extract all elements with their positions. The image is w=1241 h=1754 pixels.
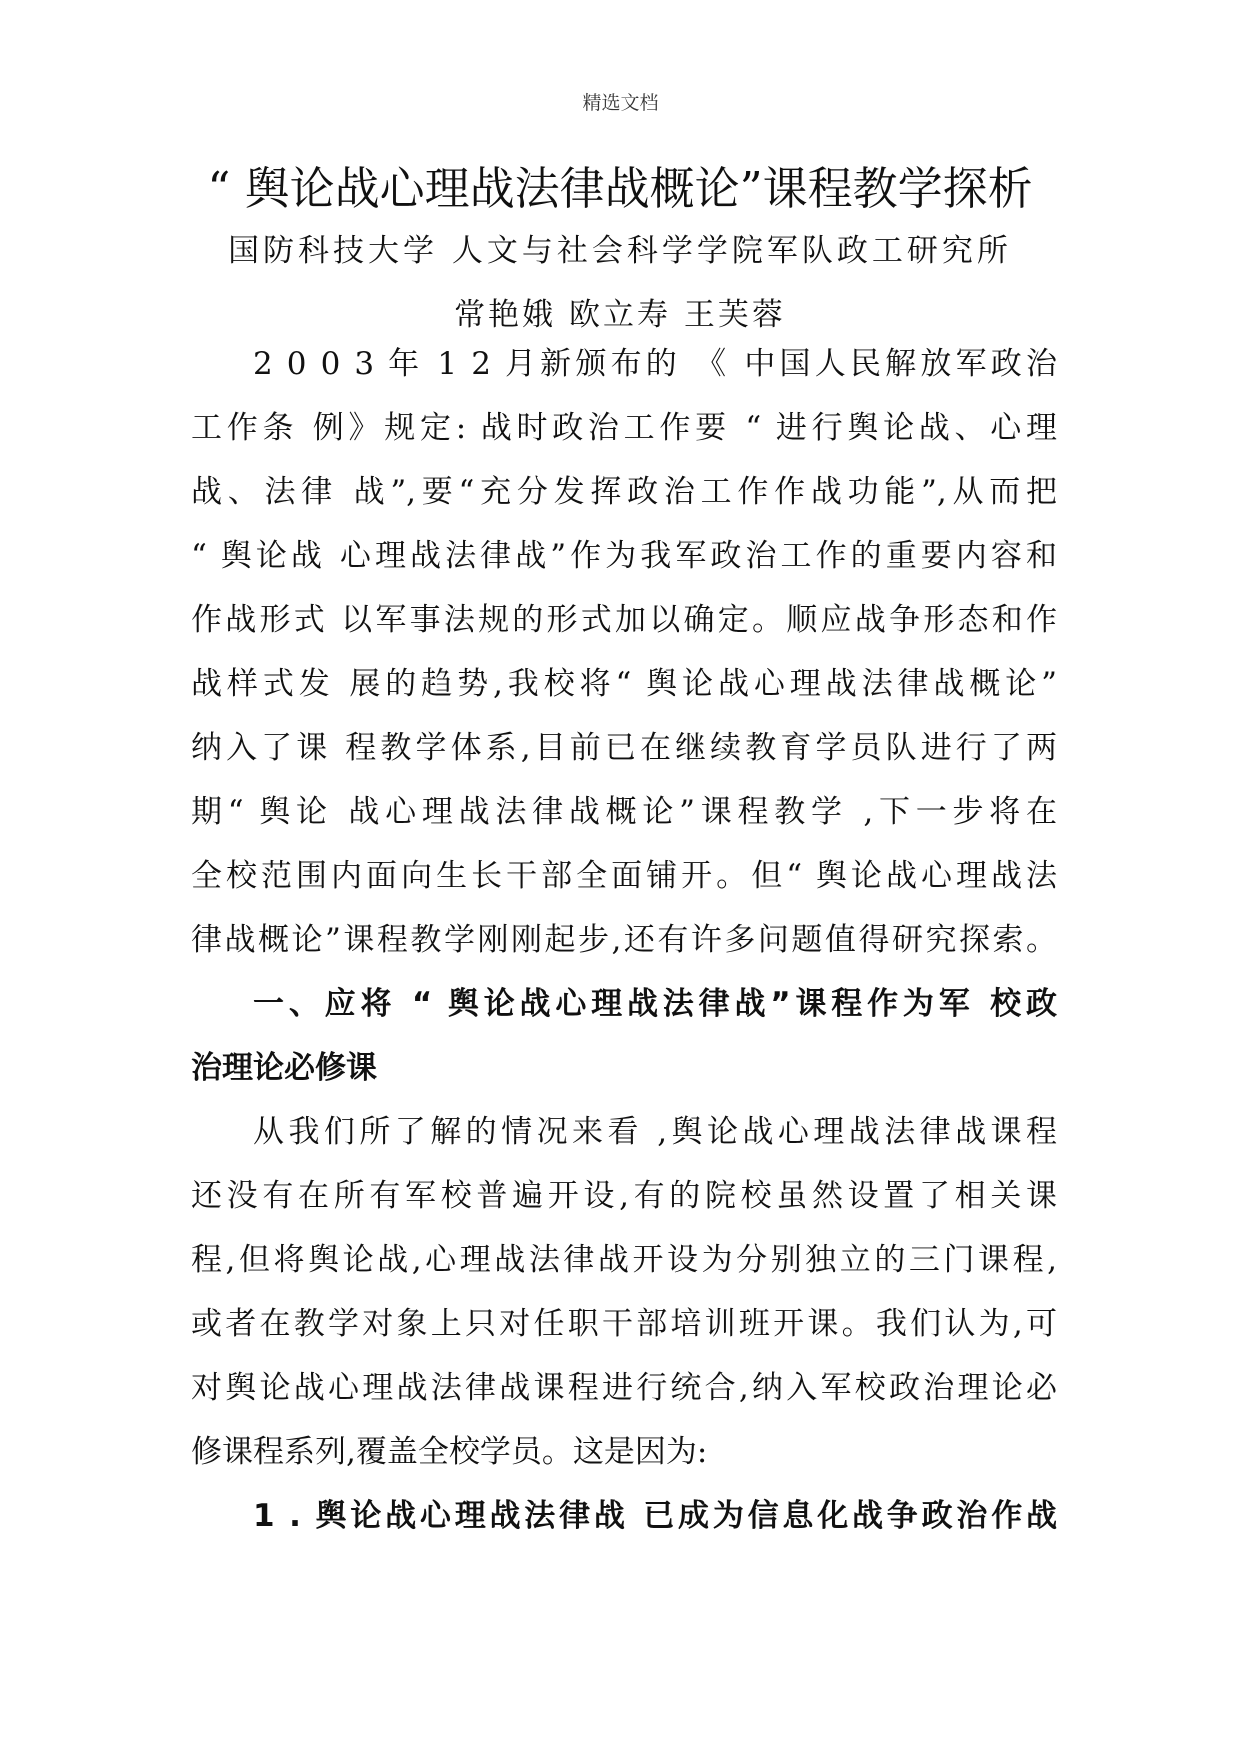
text-line: 还没有在所有军校普遍开设,有的院校虽然设置了相关课	[191, 1178, 1057, 1214]
text-line: 修课程系列,覆盖全校学员。这是因为:	[191, 1434, 708, 1470]
heading-line: 一、应将 “ 舆论战心理战法律战”课程作为军 校政	[253, 986, 1057, 1022]
text-line: 对舆论战心理战法律战课程进行统合,纳入军校政治理论必	[191, 1370, 1057, 1406]
text-line: 工作条 例》规定: 战时政治工作要 “ 进行舆论战、心理	[191, 410, 1057, 446]
heading-line: 1 . 舆论战心理战法律战 已成为信息化战争政治作战	[253, 1498, 1057, 1534]
text-line: 作战形式 以军事法规的形式加以确定。顺应战争形态和作	[191, 602, 1057, 638]
document-title: “ 舆论战心理战法律战概论”课程教学探析	[207, 162, 1033, 215]
paragraph-intro	[191, 332, 1057, 972]
text-line: 或者在教学对象上只对任职干部培训班开课。我们认为,可	[191, 1306, 1057, 1342]
section-heading-2	[191, 1484, 1057, 1548]
text-line: “ 舆论战 心理战法律战”作为我军政治工作的重要内容和	[191, 538, 1057, 574]
text-line: 从我们所了解的情况来看 ,舆论战心理战法律战课程	[253, 1114, 1057, 1150]
page-header: 精选文档	[582, 92, 659, 114]
section-heading-1	[191, 972, 1057, 1100]
text-line: 全校范围内面向生长干部全面铺开。但“ 舆论战心理战法	[191, 858, 1057, 894]
text-line: 纳入了课 程教学体系,目前已在继续教育学员队进行了两	[191, 730, 1057, 766]
text-line: 战样式发 展的趋势,我校将“ 舆论战心理战法律战概论”	[191, 666, 1057, 702]
heading-line: 治理论必修课	[191, 1050, 377, 1086]
text-line: 期“ 舆论 战心理战法律战概论”课程教学 ,下一步将在	[191, 794, 1057, 830]
authors: 常艳娥 欧立寿 王芙蓉	[454, 297, 786, 333]
paragraph-body	[191, 1100, 1057, 1484]
affiliation: 国防科技大学 人文与社会科学学院军队政工研究所	[228, 233, 1012, 269]
text-line: 2 0 0 3 年 1 2 月新颁布的 《 中国人民解放军政治	[253, 346, 1057, 382]
text-line: 战、法律 战”,要“充分发挥政治工作作战功能”,从而把	[191, 474, 1057, 510]
text-line: 律战概论”课程教学刚刚起步,还有许多问题值得研究探索。	[191, 922, 1057, 958]
text-line: 程,但将舆论战,心理战法律战开设为分别独立的三门课程,	[191, 1242, 1057, 1278]
